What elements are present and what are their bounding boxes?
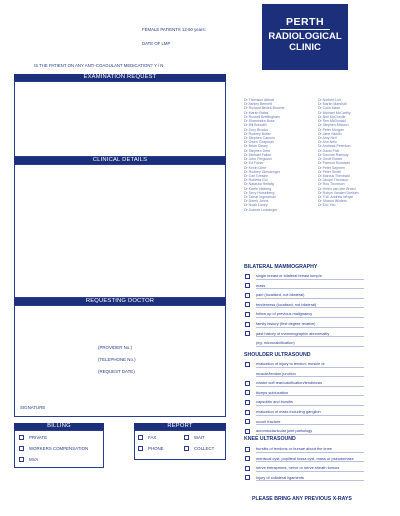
logo-line-3: CLINIC — [289, 41, 321, 53]
doctor-name: Dr Owen Chapman — [244, 140, 274, 145]
doctor-name: Dr Y.W. Andrew Whyte — [318, 195, 354, 200]
bilateral-option-label: follow up of previous malignancy — [256, 311, 313, 317]
doctor-list-left — [244, 98, 284, 212]
shoulder-option-checkbox[interactable] — [245, 410, 250, 415]
shoulder-option-label: evaluation of mass including ganglion — [256, 409, 321, 414]
option-underline — [256, 376, 364, 377]
shoulder-option-checkbox[interactable] — [245, 429, 250, 434]
logo-line-1: PERTH — [285, 16, 325, 28]
shoulder-ultrasound-title: SHOULDER ULTRASOUND — [244, 352, 311, 358]
bilateral-option-label: mass — [256, 282, 266, 288]
knee-ultrasound-title: KNEE ULTRASOUND — [244, 436, 296, 442]
doctor-name: Dr Natasha Hellwig — [244, 182, 274, 187]
shoulder-option-label: occult fracture — [256, 418, 281, 424]
report-phone-checkbox[interactable] — [138, 446, 143, 451]
shoulder-option-checkbox[interactable] — [245, 400, 250, 405]
bilateral-option-checkbox[interactable] — [245, 283, 250, 288]
clinical-details-field[interactable] — [14, 164, 226, 298]
option-underline — [256, 405, 364, 406]
doctor-name: Dr Stephen Dent — [244, 148, 271, 153]
report-phone-label: PHONE — [148, 446, 164, 451]
doctor-name: Dr Colin Mase — [318, 106, 341, 111]
billing-workers-comp-checkbox[interactable] — [19, 446, 24, 451]
doctor-name: Dr Brian Cleary — [244, 144, 268, 149]
bilateral-option-checkbox[interactable] — [245, 274, 250, 279]
report-wait-label: WAIT — [194, 435, 205, 440]
doctor-name: Dr Jacqui Thomson — [318, 178, 349, 183]
report-header: REPORT — [134, 423, 226, 430]
doctor-name: Dr Tamar Ingmarhan — [244, 195, 277, 200]
billing-mva-checkbox[interactable] — [19, 457, 24, 462]
bilateral-option-checkbox[interactable] — [245, 312, 250, 317]
shoulder-option-label: acromioclavicular joint pathology — [256, 428, 313, 434]
shoulder-option-label: capsulitis and bursitis — [256, 399, 293, 405]
doctor-name: Dr Joanne Ledwinger — [244, 207, 278, 212]
shoulder-option-checkbox[interactable] — [245, 419, 250, 424]
doctor-name: Dr Geoff Robeir — [318, 157, 343, 162]
option-underline — [256, 395, 364, 396]
doctor-name: Dr Jane Nicklin — [318, 131, 342, 136]
doctor-name: Dr Duncan Ramsay — [318, 152, 349, 157]
doctor-name: Dr Roberta Gui — [244, 178, 268, 183]
doctor-name: Dr Helen van den Broed — [318, 186, 356, 191]
option-underline — [256, 307, 364, 308]
clinic-logo — [262, 4, 348, 70]
doctor-name: Dr Sen McDonald — [318, 119, 346, 124]
billing-header: BILLING — [14, 423, 104, 430]
doctor-name: Dr Stephen Cannon — [244, 135, 275, 140]
doctor-name: Dr Marcus Thenbald — [318, 173, 350, 178]
bilateral-option-label: past history of mammographic abnormality — [256, 330, 330, 336]
report-collect-checkbox[interactable] — [184, 446, 189, 451]
examination-request-header: EXAMINATION REQUEST — [14, 74, 226, 81]
option-underline — [256, 415, 364, 416]
doctor-name: Dr Michael McCarthy — [318, 110, 351, 115]
doctor-name: Dr Rodney Butler — [244, 131, 271, 136]
bilateral-option-label: (eg: microcalcification) — [256, 340, 295, 346]
knee-option-checkbox[interactable] — [245, 475, 250, 480]
option-underline — [256, 336, 364, 337]
shoulder-option-label: biceps subluxation — [256, 389, 289, 395]
shoulder-option-label: evaluation of injury to tendon, muscle or — [256, 361, 325, 366]
knee-option-label: bursitis of tendons or bursae about the knee — [256, 446, 332, 451]
doctor-name: Dr Neil McCrindle — [318, 114, 346, 119]
doctor-name: Dr Roo Thomson — [318, 182, 345, 187]
shoulder-option-label: muscle/tendon junction — [256, 370, 296, 376]
doctor-name: Dr Shamindra Bose — [244, 119, 275, 124]
bilateral-option-label: family history (first degree relative) — [256, 321, 316, 326]
option-underline — [256, 471, 364, 472]
billing-private-checkbox[interactable] — [19, 435, 24, 440]
shoulder-option-checkbox[interactable] — [245, 362, 250, 367]
doctor-name: Dr Eric Yeo — [318, 203, 336, 208]
option-underline — [256, 279, 364, 280]
doctor-name: Dr Terry Horselberg — [244, 190, 275, 195]
doctor-name: Dr Peter Saymen — [318, 165, 345, 170]
bilateral-option-checkbox[interactable] — [245, 302, 250, 307]
option-underline — [256, 317, 364, 318]
provider-number-label: (PROVIDER No.) — [98, 345, 132, 350]
doctor-name: Dr Andreas Peterson — [318, 144, 351, 149]
report-collect-label: COLLECT — [194, 446, 215, 451]
knee-option-label: meniscal cyst, popliteal fossa cyst, mass or pseudomass — [256, 455, 354, 461]
female-patients-label: FEMALE PATIENTS 12-50 years: — [142, 27, 206, 32]
doctor-name: Dr Robyn Vanden Dreisen — [318, 190, 359, 195]
option-underline — [256, 452, 364, 453]
telephone-number-label: (TELEPHONE No.) — [98, 357, 136, 362]
option-underline — [256, 367, 364, 368]
shoulder-option-checkbox[interactable] — [245, 381, 250, 386]
knee-option-label: nerve entrapment, nerve or nerve sheath tumour — [256, 465, 340, 471]
previous-xrays-notice: PLEASE BRING ANY PREVIOUS X-RAYS — [252, 496, 352, 502]
shoulder-option-label: rotator cuff tear/calcification/tendinosis — [256, 380, 323, 386]
doctor-name: Dr Martin Marshall — [318, 102, 347, 107]
billing-mva-label: MVA — [29, 457, 39, 462]
request-date-label: (REQUEST DATE) — [98, 369, 135, 374]
doctor-name: Dr Ashley Bennett — [244, 102, 273, 107]
billing-workers-comp-label: WORKERS COMPENSATION — [29, 446, 89, 451]
report-wait-checkbox[interactable] — [184, 435, 189, 440]
doctor-name: Dr Norbert Luh — [318, 98, 342, 102]
option-underline — [256, 461, 364, 462]
doctor-name: Dr Derek Johns — [244, 199, 269, 204]
doctor-name: Dr David Pick — [318, 148, 340, 153]
doctor-name: Dr Tony Brooks — [244, 127, 268, 132]
doctor-name: Dr Ed Fisher — [244, 161, 264, 166]
knee-option-checkbox[interactable] — [245, 456, 250, 461]
shoulder-option-checkbox[interactable] — [245, 390, 250, 395]
option-underline — [256, 480, 364, 481]
option-underline — [256, 288, 364, 289]
knee-option-label: injury of collateral ligaments — [256, 474, 305, 480]
examination-request-field[interactable] — [14, 81, 226, 157]
doctor-name: Dr John Ferguson — [244, 157, 273, 162]
doctor-name: Dr Sharon Winters — [318, 199, 347, 204]
requesting-doctor-header: REQUESTING DOCTOR — [14, 298, 226, 305]
doctor-name: Dr Michael Fallon — [244, 152, 272, 157]
option-underline — [256, 424, 364, 425]
doctor-name: Dr Carl Gresinn — [244, 173, 269, 178]
doctor-name: Dr Bill Breadth — [244, 123, 267, 128]
doctor-name: Dr Rodney Glendenger — [244, 169, 280, 174]
logo-line-2: RADIOLOGICAL — [268, 30, 342, 42]
bilateral-mammography-title: BILATERAL MAMMOGRAPHY — [244, 264, 318, 270]
option-underline — [256, 386, 364, 387]
option-underline — [256, 327, 364, 328]
bilateral-option-label: pain (localised, not bilateral) — [256, 292, 305, 298]
bilateral-option-label: tenderness (localised, not bilateral) — [256, 301, 317, 307]
option-underline — [256, 346, 364, 347]
signature-label: SIGNATURE — [20, 405, 46, 410]
billing-private-label: PRIVATE — [29, 435, 48, 440]
doctor-name: Dr Noah Laney — [244, 203, 268, 208]
doctor-name: Dr Stephen Mission — [318, 123, 349, 128]
report-fax-label: FAX — [148, 435, 157, 440]
doctor-name: Dr Russell Brettingham — [244, 114, 280, 119]
doctor-name: Dr Ann Nelo — [318, 140, 337, 145]
lmp-label: DATE OF LMP — [142, 41, 171, 46]
clinical-details-header: CLINICAL DETAILS — [14, 157, 226, 164]
doctor-name: Dr Karrie Helberg — [244, 186, 272, 191]
bilateral-option-label: single breast or bilateral breast lump/s — [256, 273, 322, 278]
doctor-name: Dr Kevin Gere — [244, 165, 267, 170]
doctor-list-right — [318, 98, 359, 208]
doctor-name: Dr Peter Morgan — [318, 127, 344, 132]
report-fax-checkbox[interactable] — [138, 435, 143, 440]
anticoagulant-question: IS THE PATIENT ON ANY ANTI-COAGULANT MEDICATION? Y / N — [34, 63, 164, 68]
bilateral-option-checkbox[interactable] — [245, 293, 250, 298]
knee-option-checkbox[interactable] — [245, 466, 250, 471]
doctor-name: Dr Amy Neil — [318, 135, 337, 140]
doctor-name: Dr Parmon Rowdwin — [318, 161, 351, 166]
option-underline — [256, 434, 364, 435]
doctor-name: Dr Richard Bedell-Browne — [244, 106, 285, 111]
option-underline — [256, 298, 364, 299]
knee-option-checkbox[interactable] — [245, 447, 250, 452]
bilateral-option-checkbox[interactable] — [245, 331, 250, 336]
logo-divider — [280, 29, 330, 30]
bilateral-option-checkbox[interactable] — [245, 322, 250, 327]
doctor-name: Dr Thomson Abbott — [244, 98, 275, 102]
doctor-name: Dr Martin Bates — [244, 110, 269, 115]
doctor-name: Dr Peter Smith — [318, 169, 341, 174]
